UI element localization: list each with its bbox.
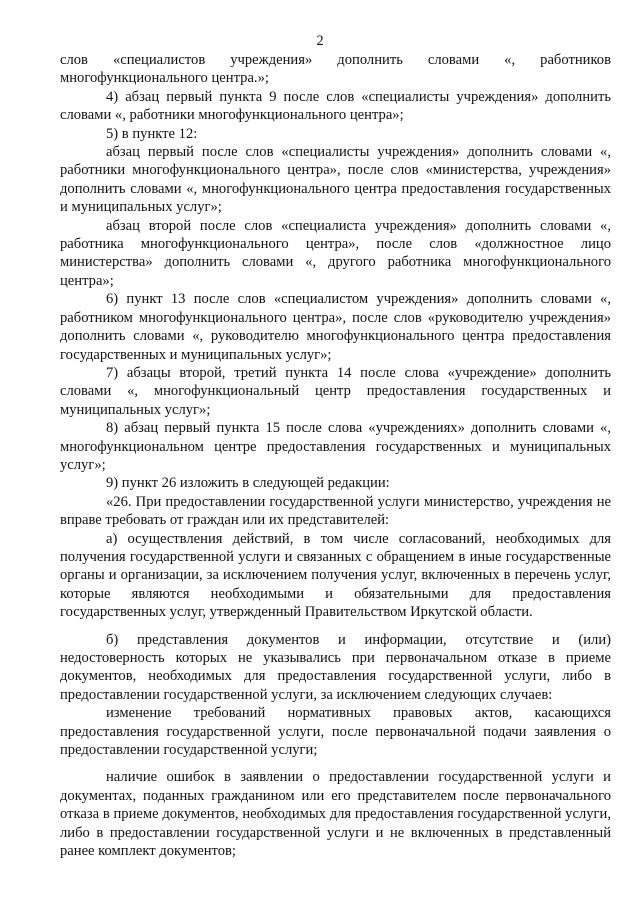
paragraph-clause-26: «26. При предоставлении государственной услуги министерство, учреждения не вправе требовать от граждан или их представителей:: [60, 493, 611, 529]
paragraph-exception-2: наличие ошибок в заявлении о предоставлении государственной услуги и документах, поданных гражданином или его представителем после первоначального отказа в приеме документов, необходимых для предоставления государственной услуги, либо в предоставлении государственной услуги и не включенных в представленный ранее комплект документов;: [60, 769, 611, 860]
paragraph-exception-1: изменение требований нормативных правовых актов, касающихся предоставления государственной услуги, после первоначальной подачи заявления о предоставлении государственной услуги;: [60, 705, 611, 759]
paragraph-item-5-abzac-1: абзац первый после слов «специалисты учреждения» дополнить словами «, работники многофункционального центра», после слов «министерства, учреждения» дополнить словами «, многофункционального центра предоставления государственных и муниципальных услуг»;: [60, 144, 611, 216]
paragraph-item-5-abzac-2: абзац второй после слов «специалиста учреждения» дополнить словами «, работника многофункционального центра», после слов «должностное лицо министерства» дополнить словами «, другого работника многофункционального центра»;: [60, 217, 611, 289]
paragraph-clause-26-a: а) осуществления действий, в том числе согласований, необходимых для получения государственной услуги и связанных с обращением в иные государственные органы и организации, за исключением получения услуг, включенных в перечень услуг, которые являются необходимыми и обязательными для предоставления государственных услуг, утвержденный Правительством Иркутской области.: [60, 530, 611, 621]
paragraph-item-4: 4) абзац первый пункта 9 после слов «специалисты учреждения» дополнить словами «, работники многофункционального центра»;: [60, 88, 611, 124]
paragraph-item-5: 5) в пункте 12:: [106, 125, 198, 142]
paragraph-item-6: 6) пункт 13 после слов «специалистом учреждения» дополнить словами «, работником многофункционального центра», после слов «руководителю учреждения» дополнить словами «, руководителю многофункционального центра предоставления государственных и муниципальных услуг»;: [60, 291, 611, 363]
paragraph-item-9: 9) пункт 26 изложить в следующей редакции:: [106, 475, 390, 492]
page-number: 2: [316, 33, 324, 49]
paragraph-clause-26-b: б) представления документов и информации, отсутствие и (или) недостоверность которых не указывались при первоначальном отказе в приеме документов, необходимых для предоставления государственной услуги, либо в предоставлении государственной услуги, за исключением следующих случаев:: [60, 631, 611, 703]
document-body: [60, 51, 611, 860]
paragraph-item-8: 8) абзац первый пункта 15 после слова «учреждениях» дополнить словами «, многофункциональном центре предоставления государственных и муниципальных услуг»;: [60, 420, 611, 473]
paragraph-item-7: 7) абзацы второй, третий пункта 14 после слова «учреждение» дополнить словами «, многофункциональный центр предоставления государственных и муниципальных услуг»;: [60, 364, 611, 418]
paragraph-continuation: слов «специалистов учреждения» дополнить словами «, работников многофункционального центра.»;: [60, 52, 611, 87]
